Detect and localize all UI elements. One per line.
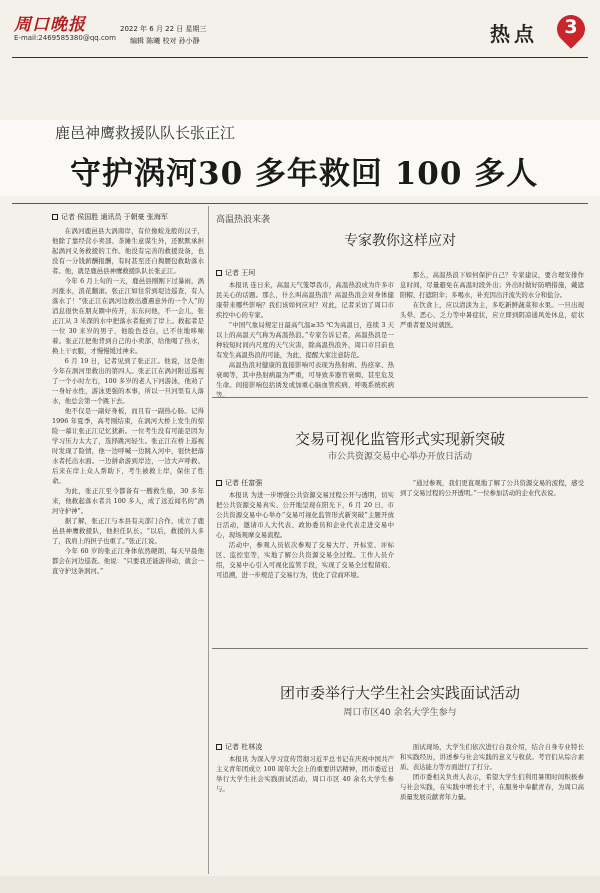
story3-title[interactable]: 交易可视化监管形式实现新突破 xyxy=(294,430,505,448)
story1-kicker: 鹿邑神鹰救援队队长张正江 xyxy=(55,124,236,142)
byline-box-icon xyxy=(216,270,222,276)
story3-paragraph: 本报讯 为进一步增强公共资源交易过程公开与透明，切实把公共资源交易真实、公开地呈现在阳光下，6 月 20 日，市公共资源交易中心举办“交易可视化监管形式新突破”主题开放日活动，邀请市人大代表、政协委员和企业代表走进交易中心，现场观摩交易流程。 xyxy=(216,491,394,539)
story1-paragraph: 他不仅是一副好身板，而且有一副热心肠。记得 1996 年夏季，高考刚结束，在涡河大桥上发生的惊险一幕让张正江记忆犹新。一位考生没有可能是因为学习压力太大了，选择跳河轻生。张正江在桥上巡视时发现了险情，他一边呼喊一边跳入河中，很快把落水者托出水面。一边拼命游到岸边，一边大声呼救。后来在岸上众人帮助下，考生被救上岸，保住了性命。 xyxy=(52,407,204,485)
story3-body-right xyxy=(400,478,584,640)
story1-body xyxy=(52,226,204,866)
story2-title[interactable]: 专家教你这样应对 xyxy=(344,233,456,249)
section-divider xyxy=(212,648,588,649)
story4-title[interactable]: 团市委举行大学生社会实践面试活动 xyxy=(279,684,520,702)
section-divider xyxy=(212,397,588,398)
story4-paragraph: 团市委相关负责人表示，希望大学生们利用暑期时间积极参与社会实践，在实践中增长才干，在服务中奉献青春，为周口高质量发展贡献青年力量。 xyxy=(400,773,584,801)
story2-kicker: 高温热浪来袭 xyxy=(216,215,271,225)
story4-byline xyxy=(216,742,262,752)
story2-byline xyxy=(216,268,255,278)
story4-paragraph: 本报讯 为深入学习宣传贯彻习近平总书记在庆祝中国共产主义青年团成立 100 周年大会上的重要讲话精神，团市委近日举行大学生社会实践面试活动，周口市区 40 余名大学生参与。 xyxy=(216,755,394,793)
story1-paragraph: 据了解，张正江与本县有关部门合作，成立了鹿邑县神鹰救援队，他担任队长。“以后，救援的人多了，我肩上的担子也重了。”张正江说。 xyxy=(52,517,204,545)
story1-byline xyxy=(52,212,168,222)
page-number: 3 xyxy=(564,16,578,38)
story3-paragraph: “通过参观，我们更直观地了解了公共资源交易的流程，感受到了交易过程的公开透明。”一位参加活动的企业代表说。 xyxy=(400,479,584,497)
story4-subtitle: 周口市区40 余名大学生参与 xyxy=(343,708,457,718)
issue-date: 2022 年 6 月 22 日 星期三 xyxy=(120,25,207,33)
story3-paragraph: 活动中，参观人员依次参观了交易大厅、开标室、评标区、监控室等，实地了解公共资源交易全过程。工作人员介绍，交易中心引入可视化监管手段，实现了交易全过程留痕、可追溯，进一步规范了交易行为，优化了营商环境。 xyxy=(216,541,394,579)
page-footer-strip xyxy=(0,876,600,893)
byline-box-icon xyxy=(216,744,222,750)
story3-subtitle: 市公共资源交易中心举办开放日活动 xyxy=(327,452,472,462)
section-title: 热点 xyxy=(490,22,538,46)
byline-box-icon xyxy=(216,480,222,486)
column-divider xyxy=(208,206,209,874)
story4-body-right xyxy=(400,742,584,870)
newspaper-logo: 周口晚报 xyxy=(14,15,86,35)
story2-byline-text: 记者 王珂 xyxy=(225,269,256,277)
story1-paragraph: 今年 6 月上旬的一天，鹿邑县刚刚下过暴雨，涡河涨水，浪花翻滚。张正江如往常到堤边巡查，有人落水了！“张正江在涡河边救出遭遇意外的一个人”的消息很快在朋友圈中传开，东东问他，不一会儿，张正江从 3 米深的水中把落水者拖到了岸上。救起者是一位 30 来岁的男子，他脸色苍白，已不住地哆嗦着。张正江把他背到自己的小卖部，给他喝了热水，换上干衣服，才慢慢缓过神来。 xyxy=(52,277,204,355)
story2-body-left xyxy=(216,280,394,399)
story1-paragraph: 6 月 19 日，记者见到了张正江。他说，这是他今年在涡河里救出的第四人。张正江在涡河附近巡视了一个小时左右，100 多岁的老人下河游泳，他劝了一身好水性，游泳更强的本事，所以一旦河里有人落水，他总会第一个跳下去。 xyxy=(52,357,204,405)
story4-paragraph: 面试现场，大学生们依次进行自我介绍，结合自身专业特长和实践经历，讲述参与社会实践的意义与收获。考官们从综合素质、表达能力等方面进行了打分。 xyxy=(400,743,584,771)
story2-paragraph: 在饮食上，应以清淡为主，多吃新鲜蔬菜和水果。一旦出现头晕、恶心、乏力等中暑症状，应立即到阴凉通风处休息，症状严重者要及时就医。 xyxy=(400,301,584,329)
page-number-badge xyxy=(557,12,587,50)
story2-paragraph: 高温热浪对健康的直接影响可表现为热射病、热痉挛、热衰竭等，其中热射病最为严重，可导致多器官衰竭，甚至危及生命。间接影响包括诱发或加重心脑血管疾病、呼吸系统疾病等。 xyxy=(216,361,394,399)
masthead-divider xyxy=(12,57,588,58)
story4-body-left xyxy=(216,754,394,870)
story3-byline xyxy=(216,478,262,488)
story2-body-right xyxy=(400,270,584,392)
story1-paragraph: 今年 60 岁的张正江身体依然硬朗，每天早晨他都会在河边巡查。他说：“只要我还能游得动，就会一直守护这条涡河。” xyxy=(52,547,204,575)
story3-byline-text: 记者 任富强 xyxy=(225,479,263,487)
headline-divider xyxy=(12,203,588,204)
editors-line: 编辑 陈曦 校对 孙小静 xyxy=(130,37,200,45)
story1-byline-text: 记者 侯国胜 通讯员 于朝豪 张海军 xyxy=(61,213,168,221)
byline-box-icon xyxy=(52,214,58,220)
story3-body-left xyxy=(216,490,394,640)
contact-email[interactable]: E-mail:2469585380@qq.com xyxy=(14,34,116,42)
masthead xyxy=(12,8,588,56)
story2-paragraph: “中国气象局规定日最高气温≥35 ℃为高温日，连续 3 天以上的高温天气称为高温热浪。”专家告诉记者，高温热浪是一种较短时间内尺度的天气灾害，除高温热浪外，周口市目前也有发生高温热浪的可能，为此，提醒大家注意防范。 xyxy=(216,321,394,359)
story1-headline[interactable]: 守护涡河30 多年救回 100 多人 xyxy=(70,156,539,192)
story1-paragraph: 为此，张正江至今都备有一艘救生船，30 多年来，他救起落水者共 100 多人，成了远近闻名的“涡河守护神”。 xyxy=(52,487,204,515)
story4-byline-text: 记者 杜林凌 xyxy=(225,743,263,751)
story2-paragraph: 那么，高温热浪下如何保护自己？专家建议，要合理安排作息时间，尽量避免在高温时段外出；外出时做好防晒措施，戴遮阳帽、打遮阳伞；多喝水，补充因出汗流失的水分和盐分。 xyxy=(400,271,584,299)
story2-paragraph: 本报讯 连日来，高温天气笼罩我市，高温热浪成为许多市民关心的话题。那么，什么叫高温热浪？高温热浪会对身体健康带来哪些影响？我们该如何应对？对此，记者采访了周口市疾控中心的专家。 xyxy=(216,281,394,319)
story1-paragraph: 在涡河鹿邑县大涡南岸，有位像蛟龙般的汉子，他除了靠经营小卖部、茶摊生意谋生外，还默默承担起涡河义务救援的工作。他没有完善的救援设备，也没有一分钱薪酬报酬，有时甚至还自掏腰包救助落水者。他，就是鹿邑县神鹰救援队队长张正江。 xyxy=(52,227,204,275)
